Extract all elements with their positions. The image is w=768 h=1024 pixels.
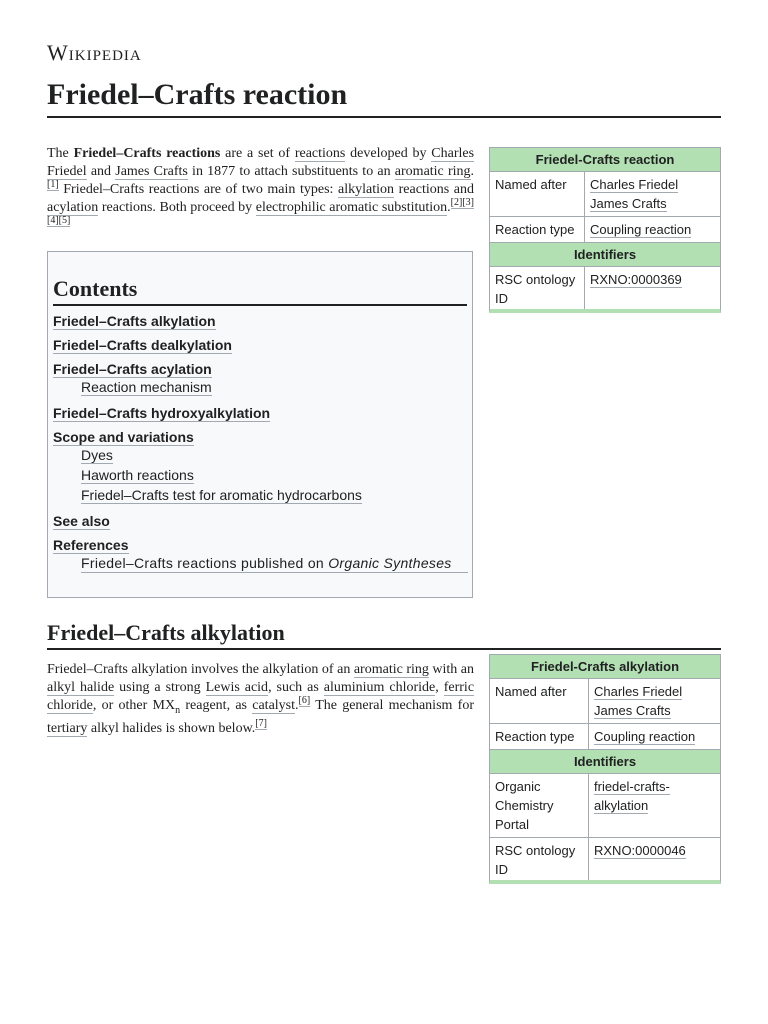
ref-6[interactable]: [6] <box>298 695 311 707</box>
link-aromatic-ring[interactable]: aromatic ring <box>394 164 471 179</box>
ref-1[interactable]: [1] <box>47 179 59 191</box>
toc-item-scope-variations[interactable]: Scope and variations <box>53 429 194 445</box>
link-electrophilic-aromatic-substitution[interactable]: electrophilic aromatic substitution <box>255 200 448 215</box>
link-charles-friedel[interactable]: Charles Friedel <box>590 177 679 192</box>
link-ferric-chloride[interactable]: ferric chloride <box>47 680 475 713</box>
toc-item-references[interactable]: References <box>53 537 129 553</box>
toc-item-hydroxyalkylation[interactable]: Friedel–Crafts hydroxyalkylation <box>53 405 271 421</box>
toc-heading: Contents <box>53 276 467 306</box>
rsc-ontology-label: RSC ontology ID <box>490 267 585 309</box>
named-after-label: Named after <box>490 679 589 723</box>
link-tertiary[interactable]: tertiary <box>47 720 88 736</box>
infobox-title: Friedel-Crafts alkylation <box>490 655 720 679</box>
link-charles-friedel[interactable]: Charles Friedel <box>594 684 683 699</box>
reaction-type-label: Reaction type <box>490 724 589 749</box>
link-charles-friedel[interactable]: Charles Friedel <box>47 146 475 179</box>
toc-item-test[interactable]: Friedel–Crafts test for aromatic hydrocarbons <box>81 487 362 503</box>
organic-chemistry-portal-label: Organic Chemistry Portal <box>490 774 589 837</box>
page-title: Friedel–Crafts reaction <box>47 78 721 118</box>
toc-item-alkylation[interactable]: Friedel–Crafts alkylation <box>53 313 216 329</box>
link-lewis-acid[interactable]: Lewis acid <box>205 680 269 695</box>
toc-item-acylation[interactable]: Friedel–Crafts acylation <box>53 361 212 377</box>
section-heading-alkylation: Friedel–Crafts alkylation <box>47 620 721 650</box>
identifiers-header: Identifiers <box>490 750 720 774</box>
link-reactions[interactable]: reactions <box>294 146 346 161</box>
link-alkylation[interactable]: alkylation <box>338 182 395 197</box>
link-james-crafts[interactable]: James Crafts <box>115 164 188 179</box>
link-james-crafts[interactable]: James Crafts <box>590 196 667 211</box>
link-acylation[interactable]: acylation <box>47 200 99 215</box>
ref-2-5[interactable]: [2][3][4][5] <box>47 197 474 227</box>
alkylation-paragraph: Friedel–Crafts alkylation involves the alkylation of an aromatic ring with an alkyl halide using a strong Lewis acid, such as aluminium chloride, ferric chloride, or other $MX_n$ reagent, as catalyst.[6] The general mechanism for tertiary alkyl halides is shown below.[7] <box>47 662 475 736</box>
link-catalyst[interactable]: catalyst <box>252 698 296 713</box>
toc-item-reaction-mechanism[interactable]: Reaction mechanism <box>81 379 212 395</box>
toc-item-dealkylation[interactable]: Friedel–Crafts dealkylation <box>53 337 232 353</box>
table-of-contents <box>47 251 473 598</box>
link-james-crafts[interactable]: James Crafts <box>594 703 671 718</box>
infobox-title: Friedel-Crafts reaction <box>490 148 720 172</box>
link-rxno[interactable]: RXNO:0000369 <box>590 272 682 287</box>
link-ocp-value[interactable]: friedel-crafts-alkylation <box>594 779 670 813</box>
link-coupling-reaction[interactable]: Coupling reaction <box>590 222 692 237</box>
link-alkyl-halide[interactable]: alkyl halide <box>47 680 115 695</box>
toc-item-haworth[interactable]: Haworth reactions <box>81 467 194 483</box>
reaction-type-label: Reaction type <box>490 217 585 242</box>
rsc-ontology-label: RSC ontology ID <box>490 838 589 880</box>
infobox-friedel-crafts-reaction <box>489 147 721 313</box>
named-after-label: Named after <box>490 172 585 216</box>
infobox-friedel-crafts-alkylation <box>489 654 721 884</box>
link-aluminium-chloride[interactable]: aluminium chloride <box>323 680 436 695</box>
link-coupling-reaction[interactable]: Coupling reaction <box>594 729 696 744</box>
toc-item-dyes[interactable]: Dyes <box>81 447 113 463</box>
ref-7[interactable]: [7] <box>255 718 267 730</box>
intro-paragraph: The Friedel–Crafts reactions are a set of reactions developed by Charles Friedel and James Crafts in 1877 to attach substituents to an aromatic ring.[1] Friedel–Crafts reactions are of two main types: alkylation reactions and acylation reactions. Both proceed by electrophilic aromatic substitution.[2][3][4][5] <box>47 146 475 227</box>
wikipedia-logo[interactable]: Wikipedia <box>47 40 142 65</box>
toc-item-see-also[interactable]: See also <box>53 513 110 529</box>
bold-term: Friedel–Crafts reactions <box>73 146 221 161</box>
identifiers-header: Identifiers <box>490 243 720 267</box>
link-rxno[interactable]: RXNO:0000046 <box>594 843 686 858</box>
toc-item-organic-syntheses[interactable]: Friedel–Crafts reactions published on Organic Syntheses <box>81 554 468 573</box>
link-aromatic-ring[interactable]: aromatic ring <box>353 662 429 677</box>
